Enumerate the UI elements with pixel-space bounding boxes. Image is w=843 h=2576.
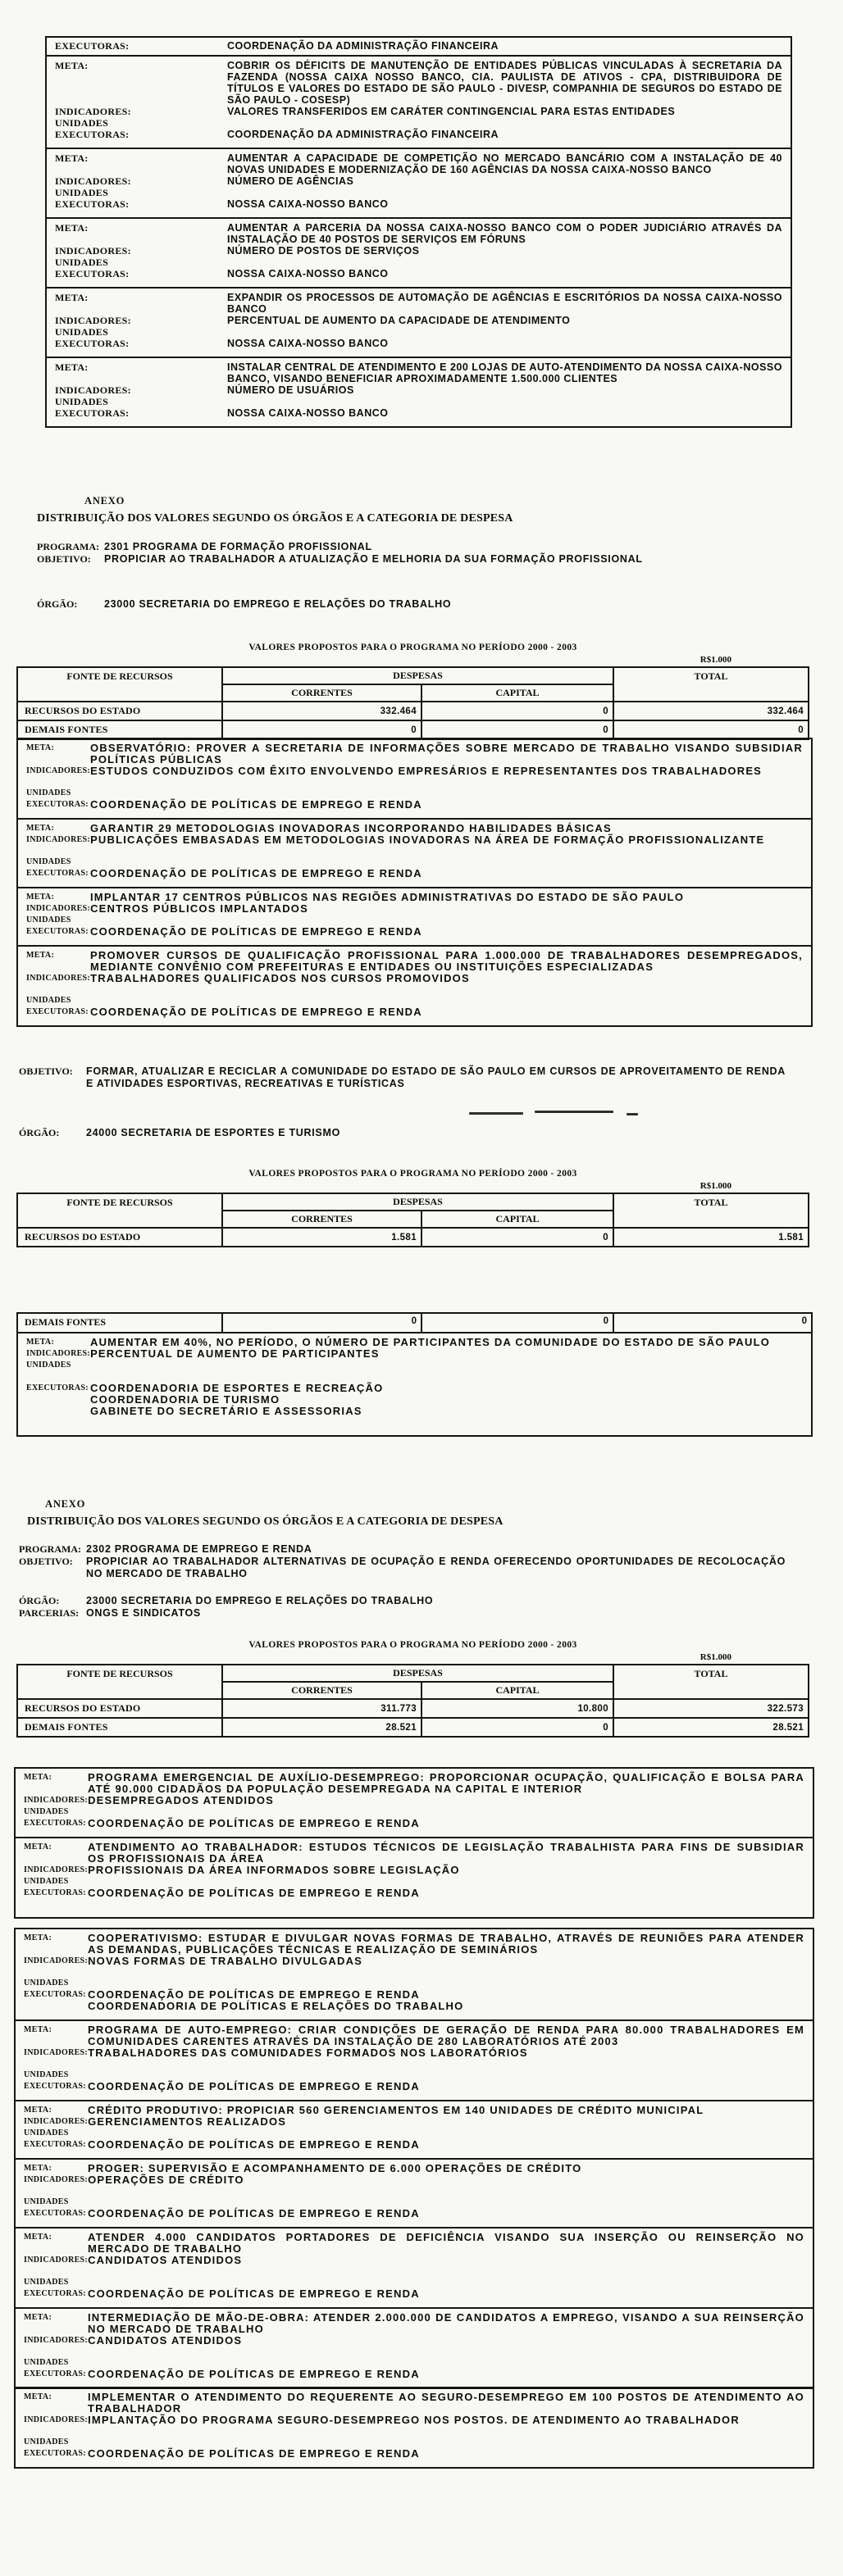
valores-section-3 bbox=[16, 1640, 809, 1738]
objetivo-row bbox=[37, 553, 791, 566]
orgao-row bbox=[19, 1595, 810, 1607]
valores-table bbox=[16, 1193, 809, 1247]
fonte-cell: RECURSOS DO ESTADO bbox=[17, 1228, 222, 1247]
indicadores-text: GERENCIAMENTOS REALIZADOS bbox=[88, 2115, 287, 2128]
meta-text: PROGRAMA EMERGENCIAL DE AUXÍLIO-DESEMPREGO: PROPORCIONAR OCUPAÇÃO, QUALIFICAÇÃO E BOLSA PARA ATÉ 90.000 CIDADÃOS DA POPULAÇÃO DESEMPREGADA NA CAPITAL E INTERIOR bbox=[88, 1771, 804, 1795]
orgao-label: ÓRGÃO: bbox=[19, 1127, 60, 1138]
objetivo-label: OBJETIVO: bbox=[37, 553, 91, 565]
meta-block bbox=[18, 945, 811, 1025]
fonte-header: FONTE DE RECURSOS bbox=[17, 1193, 222, 1228]
metas-table-top bbox=[45, 36, 792, 428]
meta-block bbox=[16, 2388, 813, 2467]
table-row bbox=[18, 1314, 811, 1333]
indicadores-label: INDICADORES: bbox=[26, 904, 91, 913]
fonte-header: FONTE DE RECURSOS bbox=[17, 667, 222, 702]
executoras-text: COORDENAÇÃO DE POLÍTICAS DE EMPREGO E RENDA bbox=[88, 2138, 420, 2151]
unidades-label: UNIDADES bbox=[55, 117, 109, 129]
programa-label: PROGRAMA: bbox=[19, 1543, 81, 1555]
parcerias-value: ONGS E SINDICATOS bbox=[86, 1607, 201, 1619]
meta-text: PROGER: SUPERVISÃO E ACOMPANHAMENTO DE 6.000 OPERAÇÕES DE CRÉDITO bbox=[88, 2162, 582, 2174]
meta-label: META: bbox=[26, 743, 55, 752]
executoras-label: EXECUTORAS: bbox=[24, 2289, 86, 2298]
meta-block bbox=[16, 2019, 813, 2100]
meta-text: INTERMEDIAÇÃO DE MÃO-DE-OBRA: ATENDER 2.000.000 DE CANDIDATOS A EMPREGO, VISANDO A SUA REINSERÇÃO NO MERCADO DE TRABALHO bbox=[88, 2311, 804, 2335]
objetivo-value: FORMAR, ATUALIZAR E RECICLAR A COMUNIDADE DO ESTADO DE SÃO PAULO EM CURSOS DE APROVEITAMENTO DE RENDA E ATIVIDADES ESPORTIVAS, RECREATIVAS E TURÍSTICAS bbox=[86, 1065, 786, 1089]
indicadores-text: PROFISSIONAIS DA ÁREA INFORMADOS SOBRE LEGISLAÇÃO bbox=[88, 1864, 460, 1876]
executoras-label: EXECUTORAS: bbox=[26, 1007, 89, 1016]
executoras-row bbox=[47, 38, 791, 55]
indicadores-text: NOVAS FORMAS DE TRABALHO DIVULGADAS bbox=[88, 1955, 363, 1967]
anexo-section-1 bbox=[37, 495, 791, 611]
programa-value: 2301 PROGRAMA DE FORMAÇÃO PROFISSIONAL bbox=[104, 541, 372, 552]
correntes-cell: 311.773 bbox=[222, 1699, 422, 1718]
meta-block bbox=[16, 2100, 813, 2158]
meta-block bbox=[16, 1837, 813, 1917]
unidades-label: UNIDADES bbox=[55, 326, 109, 338]
meta-text: AUMENTAR A CAPACIDADE DE COMPETIÇÃO NO MERCADO BANCÁRIO COM A INSTALAÇÃO DE 40 NOVAS UNIDADES E MODERNIZAÇÃO DE 160 AGÊNCIAS DA NOSSA CAIXA-NOSSO BANCO bbox=[227, 152, 782, 175]
fonte-cell: RECURSOS DO ESTADO bbox=[17, 1699, 222, 1718]
meta-block bbox=[18, 818, 811, 887]
anexo-heading: ANEXO bbox=[84, 495, 125, 507]
executoras-label: EXECUTORAS: bbox=[24, 2369, 86, 2378]
scan-dash-artifact bbox=[627, 1113, 638, 1115]
total-header: TOTAL bbox=[613, 667, 809, 702]
meta-block bbox=[47, 287, 791, 357]
meta-block bbox=[16, 2158, 813, 2227]
unidades-label: UNIDADES bbox=[26, 788, 71, 797]
executoras-text: NOSSA CAIXA-NOSSO BANCO bbox=[227, 407, 389, 419]
anexo-heading: ANEXO bbox=[45, 1498, 86, 1510]
indicadores-label: INDICADORES: bbox=[26, 766, 91, 775]
despesas-header: DESPESAS bbox=[222, 667, 613, 684]
objetivo-label: OBJETIVO: bbox=[19, 1556, 73, 1567]
scan-dash-artifact bbox=[535, 1111, 613, 1113]
correntes-header: CORRENTES bbox=[222, 684, 422, 702]
meta-label: META: bbox=[55, 152, 89, 164]
table-row bbox=[17, 1718, 809, 1737]
executoras-text: COORDENAÇÃO DE POLÍTICAS DE EMPREGO E RENDA bbox=[90, 925, 422, 938]
executoras-text: COORDENAÇÃO DE POLÍTICAS DE EMPREGO E RENDA bbox=[90, 798, 422, 811]
valores-title: VALORES PROPOSTOS PARA O PROGRAMA NO PERÍODO 2000 - 2003 bbox=[248, 643, 577, 652]
indicadores-label: INDICADORES: bbox=[24, 2256, 89, 2265]
valores-unit: R$1.000 bbox=[699, 1652, 731, 1662]
indicadores-text: TRABALHADORES QUALIFICADOS NOS CURSOS PROMOVIDOS bbox=[90, 972, 470, 984]
indicadores-text: NÚMERO DE USUÁRIOS bbox=[227, 384, 354, 396]
unidades-label: UNIDADES bbox=[55, 187, 109, 198]
unidades-label: UNIDADES bbox=[26, 857, 71, 866]
meta-label: META: bbox=[24, 1842, 52, 1851]
meta-text: PROMOVER CURSOS DE QUALIFICAÇÃO PROFISSIONAL PARA 1.000.000 DE TRABALHADORES DESEMPREGADOS, MEDIANTE CONVÊNIO COM PREFEITURAS E ENTIDADES OU INSTITUIÇÕES ESPECIALIZADAS bbox=[90, 949, 803, 973]
meta-label: META: bbox=[55, 361, 89, 373]
executoras-label: EXECUTORAS: bbox=[26, 800, 89, 809]
metas-table-2302-b bbox=[14, 1928, 814, 2389]
valores-continuation-and-metas bbox=[16, 1312, 813, 1437]
executoras-text: COORDENAÇÃO DE POLÍTICAS DE EMPREGO E RENDA bbox=[88, 1817, 420, 1829]
unidades-label: UNIDADES bbox=[26, 915, 71, 925]
orgao-value: 23000 SECRETARIA DO EMPREGO E RELAÇÕES DO TRABALHO bbox=[86, 1595, 434, 1606]
total-cell: 0 bbox=[801, 1316, 807, 1326]
indicadores-label: INDICADORES: bbox=[24, 1796, 89, 1805]
total-cell: 1.581 bbox=[613, 1228, 809, 1247]
meta-text: AUMENTAR A PARCERIA DA NOSSA CAIXA-NOSSO BANCO COM O PODER JUDICIÁRIO ATRAVÉS DA INSTALAÇÃO DE 40 POSTOS DE SERVIÇOS EM FÓRUNS bbox=[227, 222, 782, 245]
correntes-header: CORRENTES bbox=[222, 1211, 422, 1228]
meta-label: META: bbox=[24, 2164, 52, 2173]
orgao-label: ÓRGÃO: bbox=[19, 1595, 60, 1606]
valores-table bbox=[16, 666, 809, 740]
capital-cell: 10.800 bbox=[422, 1699, 613, 1718]
executoras-label: EXECUTORAS: bbox=[55, 268, 130, 279]
indicadores-text: TRABALHADORES DAS COMUNIDADES FORMADOS NOS LABORATÓRIOS bbox=[88, 2047, 528, 2059]
indicadores-label: INDICADORES: bbox=[24, 1865, 89, 1874]
meta-block bbox=[47, 357, 791, 426]
executoras-text: COORDENAÇÃO DE POLÍTICAS DE EMPREGO E RENDA bbox=[88, 2368, 420, 2380]
objetivo-row bbox=[19, 1556, 810, 1580]
metas-table-2302-a bbox=[14, 1767, 814, 1919]
executoras-text: COORDENADORIA DE TURISMO bbox=[90, 1393, 280, 1406]
objetivo-section-2 bbox=[19, 1065, 810, 1139]
meta-text: PROGRAMA DE AUTO-EMPREGO: CRIAR CONDIÇÕES DE GERAÇÃO DE RENDA PARA 80.000 TRABALHADORES EM COMUNIDADES CARENTES ATRAVÉS DA INSTALAÇÃO DE 280 LABORATÓRIOS ATÉ 2003 bbox=[88, 2024, 804, 2047]
unidades-label: UNIDADES bbox=[24, 1877, 69, 1886]
executoras-label: EXECUTORAS: bbox=[55, 407, 130, 419]
table-row bbox=[17, 702, 809, 720]
indicadores-text: NÚMERO DE POSTOS DE SERVIÇOS bbox=[227, 245, 420, 257]
meta-label: META: bbox=[24, 1773, 52, 1782]
indicadores-label: INDICADORES: bbox=[24, 2175, 89, 2184]
executoras-text: COORDENAÇÃO DE POLÍTICAS DE EMPREGO E RENDA bbox=[88, 1887, 420, 1899]
despesas-header: DESPESAS bbox=[222, 1665, 613, 1682]
correntes-cell: 0 bbox=[223, 1314, 422, 1332]
meta-block bbox=[47, 55, 791, 148]
unidades-label: UNIDADES bbox=[24, 2070, 69, 2079]
indicadores-label: INDICADORES: bbox=[26, 974, 91, 983]
scan-dash-artifact bbox=[469, 1112, 523, 1115]
executoras-text: COORDENAÇÃO DA ADMINISTRAÇÃO FINANCEIRA bbox=[227, 40, 499, 52]
executoras-label: EXECUTORAS: bbox=[24, 2449, 86, 2458]
meta-label: META: bbox=[26, 951, 55, 960]
indicadores-label: INDICADORES: bbox=[55, 245, 131, 257]
metas-table-2301 bbox=[16, 738, 813, 1027]
executoras-label: EXECUTORAS: bbox=[26, 1383, 89, 1392]
meta-label: META: bbox=[24, 2313, 52, 2322]
meta-text: ATENDIMENTO AO TRABALHADOR: ESTUDOS TÉCNICOS DE LEGISLAÇÃO TRABALHISTA PARA FINS DE SUBSIDIAR OS PROFISSIONAIS DA ÁREA bbox=[88, 1841, 804, 1865]
orgao-value: 23000 SECRETARIA DO EMPREGO E RELAÇÕES DO TRABALHO bbox=[104, 598, 452, 610]
executoras-label: EXECUTORAS: bbox=[55, 40, 130, 52]
indicadores-label: INDICADORES: bbox=[24, 2117, 89, 2126]
unidades-label: UNIDADES bbox=[24, 2278, 69, 2287]
orgao-value: 24000 SECRETARIA DE ESPORTES E TURISMO bbox=[86, 1127, 340, 1138]
unidades-label: UNIDADES bbox=[24, 2358, 69, 2367]
total-cell: 0 bbox=[613, 720, 809, 739]
indicadores-text: CENTROS PÚBLICOS IMPLANTADOS bbox=[90, 902, 308, 915]
meta-block bbox=[16, 1929, 813, 2019]
correntes-header: CORRENTES bbox=[222, 1682, 422, 1699]
indicadores-label: INDICADORES: bbox=[24, 2415, 89, 2424]
capital-cell: 0 bbox=[422, 702, 613, 720]
executoras-text: COORDENAÇÃO DE POLÍTICAS DE EMPREGO E RENDA bbox=[90, 867, 422, 879]
meta-block bbox=[18, 739, 811, 818]
executoras-label: EXECUTORAS: bbox=[24, 2082, 86, 2091]
unidades-label: UNIDADES bbox=[24, 1807, 69, 1816]
total-header: TOTAL bbox=[613, 1193, 809, 1228]
fonte-cell: RECURSOS DO ESTADO bbox=[17, 702, 222, 720]
capital-header: CAPITAL bbox=[422, 1211, 613, 1228]
fonte-header: FONTE DE RECURSOS bbox=[17, 1665, 222, 1699]
executoras-label: EXECUTORAS: bbox=[55, 198, 130, 210]
meta-label: META: bbox=[24, 2025, 52, 2034]
meta-label: META: bbox=[55, 222, 89, 234]
anexo-section-2 bbox=[19, 1498, 810, 1620]
executoras-label: EXECUTORAS: bbox=[55, 129, 130, 140]
total-cell: 332.464 bbox=[613, 702, 809, 720]
metas-table-2302-c bbox=[14, 2387, 814, 2469]
unidades-label: UNIDADES bbox=[24, 1979, 69, 1988]
meta-label: META: bbox=[24, 1933, 52, 1942]
meta-text: AUMENTAR EM 40%, NO PERÍODO, O NÚMERO DE PARTICIPANTES DA COMUNIDADE DO ESTADO DE SÃO PAULO bbox=[90, 1336, 771, 1348]
valores-table bbox=[16, 1664, 809, 1738]
meta-text: EXPANDIR OS PROCESSOS DE AUTOMAÇÃO DE AGÊNCIAS E ESCRITÓRIOS DA NOSSA CAIXA-NOSSO BANCO bbox=[227, 292, 782, 315]
executoras-text: COORDENAÇÃO DE POLÍTICAS DE EMPREGO E RENDA bbox=[88, 2288, 420, 2300]
parcerias-label: PARCERIAS: bbox=[19, 1607, 80, 1619]
valores-unit: R$1.000 bbox=[699, 655, 731, 665]
programa-row bbox=[37, 541, 791, 553]
indicadores-text: VALORES TRANSFERIDOS EM CARÁTER CONTINGENCIAL PARA ESTAS ENTIDADES bbox=[227, 106, 676, 117]
executoras-text: COORDENADORIA DE POLÍTICAS E RELAÇÕES DO TRABALHO bbox=[88, 2000, 464, 2012]
executoras-text: COORDENAÇÃO DE POLÍTICAS DE EMPREGO E RENDA bbox=[88, 2207, 420, 2219]
executoras-text: COORDENAÇÃO DE POLÍTICAS DE EMPREGO E RENDA bbox=[88, 2080, 420, 2092]
objetivo-row bbox=[19, 1065, 810, 1090]
unidades-label: UNIDADES bbox=[26, 1361, 71, 1370]
capital-cell: 0 bbox=[422, 1228, 613, 1247]
capital-cell: 0 bbox=[422, 1718, 613, 1737]
indicadores-label: INDICADORES: bbox=[24, 1956, 89, 1965]
executoras-label: EXECUTORAS: bbox=[24, 1888, 86, 1897]
indicadores-label: INDICADORES: bbox=[24, 2048, 89, 2057]
meta-label: META: bbox=[55, 292, 89, 303]
indicadores-text: NÚMERO DE AGÊNCIAS bbox=[227, 175, 354, 187]
despesas-header: DESPESAS bbox=[222, 1193, 613, 1211]
indicadores-text: IMPLANTAÇÃO DO PROGRAMA SEGURO-DESEMPREGO NOS POSTOS. DE ATENDIMENTO AO TRABALHADOR bbox=[88, 2414, 740, 2426]
indicadores-text: DESEMPREGADOS ATENDIDOS bbox=[88, 1794, 275, 1806]
unidades-label: UNIDADES bbox=[55, 257, 109, 268]
meta-text: IMPLANTAR 17 CENTROS PÚBLICOS NAS REGIÕES ADMINISTRATIVAS DO ESTADO DE SÃO PAULO bbox=[90, 891, 685, 903]
executoras-text: COORDENADORIA DE ESPORTES E RECREAÇÃO bbox=[90, 1382, 384, 1394]
capital-header: CAPITAL bbox=[422, 684, 613, 702]
meta-label: META: bbox=[24, 2106, 52, 2115]
capital-cell: 0 bbox=[422, 1314, 614, 1332]
meta-block bbox=[16, 2227, 813, 2307]
executoras-label: EXECUTORAS: bbox=[24, 2209, 86, 2218]
capital-cell: 0 bbox=[422, 720, 613, 739]
orgao-row bbox=[37, 598, 791, 611]
meta-block bbox=[47, 148, 791, 217]
indicadores-text: PERCENTUAL DE AUMENTO DE PARTICIPANTES bbox=[90, 1347, 380, 1360]
indicadores-text: OPERAÇÕES DE CRÉDITO bbox=[88, 2174, 244, 2186]
meta-block bbox=[18, 887, 811, 945]
indicadores-label: INDICADORES: bbox=[55, 384, 131, 396]
indicadores-text: PUBLICAÇÕES EMBASADAS EM METODOLOGIAS INOVADORAS NA ÁREA DE FORMAÇÃO PROFISSIONALIZANTE bbox=[90, 834, 765, 846]
executoras-label: EXECUTORAS: bbox=[55, 338, 130, 349]
meta-block bbox=[18, 1333, 811, 1435]
executoras-text: COORDENAÇÃO DE POLÍTICAS DE EMPREGO E RENDA bbox=[88, 1988, 420, 2001]
orgao-row bbox=[19, 1127, 810, 1139]
unidades-label: UNIDADES bbox=[55, 396, 109, 407]
meta-text: COBRIR OS DÉFICITS DE MANUTENÇÃO DE ENTIDADES PÚBLICAS VINCULADAS À SECRETARIA DA FAZENDA (NOSSA CAIXA NOSSO BANCO, CIA. PAULISTA DE ATIVOS - CPA, DISTRIBUIDORA DE TÍTULOS E VALORES DO ESTADO DE SÃO PAULO - DIVESP, COMPANHIA DE SEGUROS DO ESTADO DE SÃO PAULO - COSESP) bbox=[227, 60, 782, 106]
meta-block bbox=[47, 217, 791, 287]
table-row bbox=[17, 1228, 809, 1247]
meta-text: COOPERATIVISMO: ESTUDAR E DIVULGAR NOVAS FORMAS DE TRABALHO, ATRAVÉS DE REUNIÕES PARA ATENDER AS DEMANDAS, PUBLICAÇÕES TÉCNICAS E REALIZAÇÃO DE SEMINÁRIOS bbox=[88, 1932, 804, 1956]
objetivo-value: PROPICIAR AO TRABALHADOR A ATUALIZAÇÃO E MELHORIA DA SUA FORMAÇÃO PROFISSIONAL bbox=[104, 553, 643, 565]
meta-text: IMPLEMENTAR O ATENDIMENTO DO REQUERENTE AO SEGURO-DESEMPREGO EM 100 POSTOS DE ATENDIMENTO AO TRABALHADOR bbox=[88, 2391, 804, 2415]
parcerias-row bbox=[19, 1607, 810, 1620]
meta-label: META: bbox=[26, 824, 55, 833]
indicadores-text: PERCENTUAL DE AUMENTO DA CAPACIDADE DE ATENDIMENTO bbox=[227, 315, 571, 326]
indicadores-label: INDICADORES: bbox=[26, 1349, 91, 1358]
executoras-label: EXECUTORAS: bbox=[24, 1990, 86, 1999]
total-cell: 322.573 bbox=[613, 1699, 809, 1718]
meta-text: CRÉDITO PRODUTIVO: PROPICIAR 560 GERENCIAMENTOS EM 140 UNIDADES DE CRÉDITO MUNICIPAL bbox=[88, 2104, 704, 2116]
table-row bbox=[17, 720, 809, 739]
objetivo-value: PROPICIAR AO TRABALHADOR ALTERNATIVAS DE OCUPAÇÃO E RENDA OFERECENDO OPORTUNIDADES DE RECOLOCAÇÃO NO MERCADO DE TRABALHO bbox=[86, 1556, 786, 1579]
unidades-label: UNIDADES bbox=[24, 2437, 69, 2447]
executoras-label: EXECUTORAS: bbox=[26, 869, 89, 878]
distribuicao-heading: DISTRIBUIÇÃO DOS VALORES SEGUNDO OS ÓRGÃOS E A CATEGORIA DE DESPESA bbox=[27, 1515, 504, 1528]
objetivo-label: OBJETIVO: bbox=[19, 1065, 73, 1077]
indicadores-text: CANDIDATOS ATENDIDOS bbox=[88, 2254, 243, 2266]
total-header: TOTAL bbox=[613, 1665, 809, 1699]
executoras-label: EXECUTORAS: bbox=[26, 927, 89, 936]
indicadores-label: INDICADORES: bbox=[55, 315, 131, 326]
programa-value: 2302 PROGRAMA DE EMPREGO E RENDA bbox=[86, 1543, 312, 1555]
meta-label: META: bbox=[24, 2392, 52, 2401]
total-cell: 28.521 bbox=[613, 1718, 809, 1737]
meta-label: META: bbox=[26, 893, 55, 902]
indicadores-label: INDICADORES: bbox=[55, 175, 131, 187]
executoras-text: NOSSA CAIXA-NOSSO BANCO bbox=[227, 338, 389, 349]
unidades-label: UNIDADES bbox=[26, 996, 71, 1005]
executoras-label: EXECUTORAS: bbox=[24, 1819, 86, 1828]
programa-row bbox=[19, 1543, 810, 1556]
valores-title: VALORES PROPOSTOS PARA O PROGRAMA NO PERÍODO 2000 - 2003 bbox=[248, 1640, 577, 1650]
meta-text: INSTALAR CENTRAL DE ATENDIMENTO E 200 LOJAS DE AUTO-ATENDIMENTO DA NOSSA CAIXA-NOSSO BANCO, VISANDO BENEFICIAR APROXIMADAMENTE 1.500.000 CLIENTES bbox=[227, 361, 782, 384]
valores-unit: R$1.000 bbox=[699, 1181, 731, 1191]
meta-block bbox=[16, 1769, 813, 1837]
meta-text: ATENDER 4.000 CANDIDATOS PORTADORES DE DEFICIÊNCIA VISANDO SUA INSERÇÃO OU REINSERÇÃO NO MERCADO DE TRABALHO bbox=[88, 2231, 804, 2255]
valores-section-1 bbox=[16, 643, 809, 740]
indicadores-label: INDICADORES: bbox=[55, 106, 131, 117]
correntes-cell: 1.581 bbox=[222, 1228, 422, 1247]
executoras-text: NOSSA CAIXA-NOSSO BANCO bbox=[227, 268, 389, 279]
meta-label: META: bbox=[26, 1338, 55, 1347]
meta-label: META: bbox=[24, 2233, 52, 2242]
executoras-label: EXECUTORAS: bbox=[24, 2140, 86, 2149]
distribuicao-heading: DISTRIBUIÇÃO DOS VALORES SEGUNDO OS ÓRGÃOS E A CATEGORIA DE DESPESA bbox=[37, 512, 513, 525]
indicadores-label: INDICADORES: bbox=[24, 2336, 89, 2345]
correntes-cell: 332.464 bbox=[222, 702, 422, 720]
fonte-cell: DEMAIS FONTES bbox=[18, 1314, 223, 1332]
table-row bbox=[17, 1699, 809, 1718]
valores-title: VALORES PROPOSTOS PARA O PROGRAMA NO PERÍODO 2000 - 2003 bbox=[248, 1169, 577, 1179]
correntes-cell: 28.521 bbox=[222, 1718, 422, 1737]
indicadores-text: ESTUDOS CONDUZIDOS COM ÊXITO ENVOLVENDO EMPRESÁRIOS E REPRESENTANTES DOS TRABALHADORES bbox=[90, 765, 763, 777]
meta-text: OBSERVATÓRIO: PROVER A SECRETARIA DE INFORMAÇÕES SOBRE MERCADO DE TRABALHO VISANDO SUBSIDIAR POLÍTICAS PÚBLICAS bbox=[90, 742, 803, 766]
unidades-label: UNIDADES bbox=[24, 2128, 69, 2138]
valores-section-2 bbox=[16, 1169, 809, 1247]
executoras-text: COORDENAÇÃO DE POLÍTICAS DE EMPREGO E RENDA bbox=[90, 1006, 422, 1018]
meta-text: GARANTIR 29 METODOLOGIAS INOVADORAS INCORPORANDO HABILIDADES BÁSICAS bbox=[90, 822, 612, 834]
orgao-label: ÓRGÃO: bbox=[37, 598, 78, 610]
correntes-cell: 0 bbox=[222, 720, 422, 739]
executoras-text: GABINETE DO SECRETÁRIO E ASSESSORIAS bbox=[90, 1405, 362, 1417]
fonte-cell: DEMAIS FONTES bbox=[17, 720, 222, 739]
executoras-text: NOSSA CAIXA-NOSSO BANCO bbox=[227, 198, 389, 210]
programa-label: PROGRAMA: bbox=[37, 541, 99, 552]
executoras-text: COORDENAÇÃO DA ADMINISTRAÇÃO FINANCEIRA bbox=[227, 129, 499, 140]
indicadores-text: CANDIDATOS ATENDIDOS bbox=[88, 2334, 243, 2347]
meta-label: META: bbox=[55, 60, 89, 71]
meta-block bbox=[16, 2307, 813, 2387]
fonte-cell: DEMAIS FONTES bbox=[17, 1718, 222, 1737]
executoras-text: COORDENAÇÃO DE POLÍTICAS DE EMPREGO E RENDA bbox=[88, 2447, 420, 2460]
unidades-label: UNIDADES bbox=[24, 2197, 69, 2206]
capital-header: CAPITAL bbox=[422, 1682, 613, 1699]
indicadores-label: INDICADORES: bbox=[26, 835, 91, 844]
